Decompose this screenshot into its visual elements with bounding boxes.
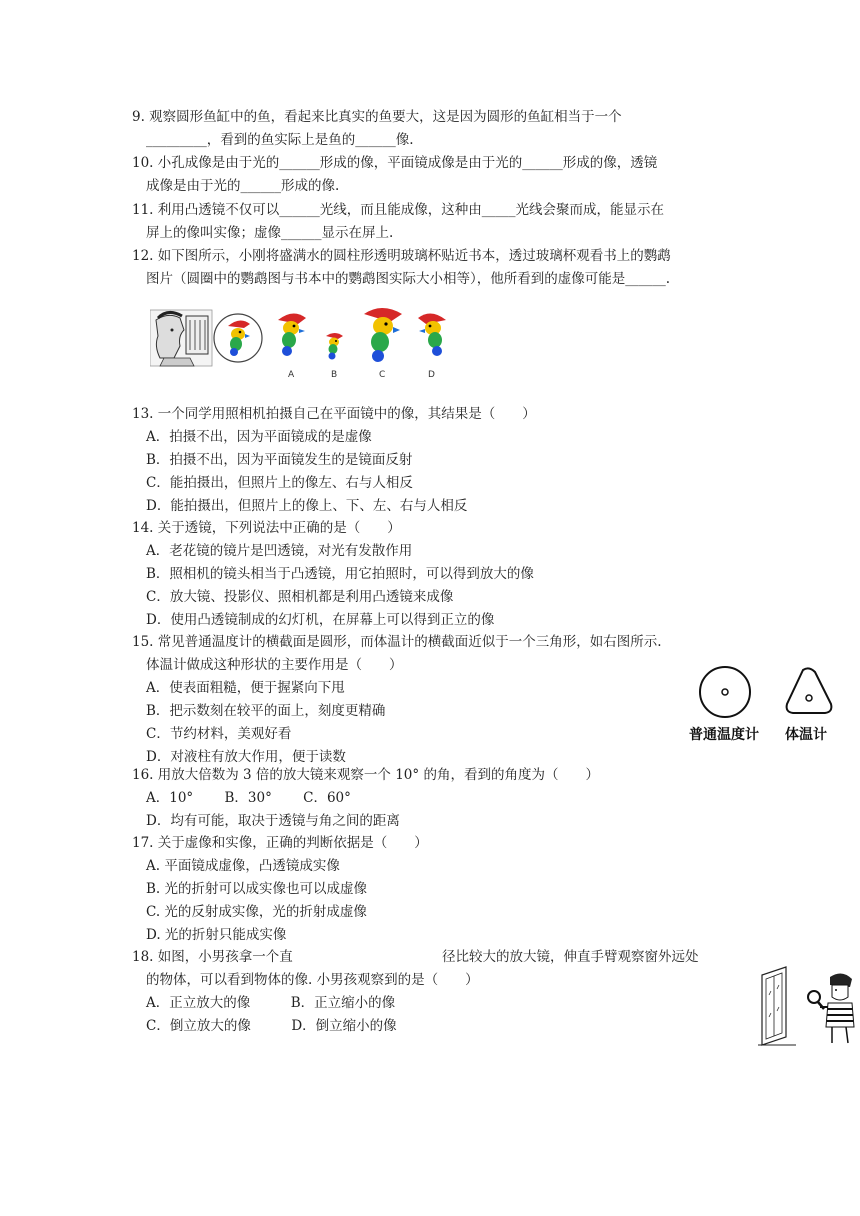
q14-stem: 14. 关于透镜，下列说法中正确的是（ ） — [132, 520, 401, 536]
q18-line1-part2: 径比较大的放大镜，伸直手臂观察窗外远处 — [442, 949, 699, 965]
q17-option-c: C. 光的反射成实像，光的折射成虚像 — [146, 904, 367, 920]
q13-option-d: D．能拍摄出，但照片上的像上、下、左、右与人相反 — [146, 498, 468, 514]
parrot-option-c — [364, 308, 402, 362]
q12-line2: 图片（圆圈中的鹦鹉图与书本中的鹦鹉图实际大小相等），他所看到的虚像可能是______. — [146, 271, 671, 287]
clinical-thermometer-triangle — [787, 668, 832, 713]
q16-option-d: D．均有可能，取决于透镜与角之间的距离 — [146, 813, 400, 829]
q11-line2: 屏上的像叫实像；虚像______显示在屏上. — [146, 225, 394, 241]
q16-options-abc: A．10° B．30° C．60° — [146, 790, 351, 806]
parrot-label-b: B — [331, 370, 338, 380]
q17-option-b: B. 光的折射可以成实像也可以成虚像 — [146, 881, 368, 897]
q15-option-d: D．对液柱有放大作用，便于读数 — [146, 749, 346, 765]
ordinary-thermometer-caption: 普通温度计 — [689, 727, 759, 743]
q14-option-b: B．照相机的镜头相当于凸透镜，用它拍照时，可以得到放大的像 — [146, 566, 534, 582]
q13-option-c: C．能拍摄出，但照片上的像左、右与人相反 — [146, 475, 413, 491]
parrot-figure — [150, 306, 460, 386]
circled-parrot-original — [214, 314, 262, 362]
q9-line2: _________，看到的鱼实际上是鱼的______像. — [146, 132, 414, 148]
ordinary-thermometer-circle — [700, 667, 750, 717]
parrot-option-d — [418, 313, 446, 356]
q10-line1: 10. 小孔成像是由于光的______形成的像，平面镜成像是由于光的______形成的像，透镜 — [132, 155, 658, 171]
boy-reading-illustration — [150, 310, 212, 366]
q17-stem: 17. 关于虚像和实像，正确的判断依据是（ ） — [132, 835, 428, 851]
window-illustration — [758, 967, 796, 1045]
q18-line1-part1: 18. 如图，小男孩拿一个直 — [132, 949, 293, 965]
boy-illustration — [820, 973, 854, 1043]
q13-stem: 13. 一个同学用照相机拍摄自己在平面镜中的像，其结果是（ ） — [132, 406, 536, 422]
q10-line2: 成像是由于光的______形成的像. — [146, 178, 340, 194]
q15-line1: 15. 常见普通温度计的横截面是圆形，而体温计的横截面近似于一个三角形，如右图所示. — [132, 634, 662, 650]
q17-option-a: A. 平面镜成虚像，凸透镜成实像 — [146, 858, 340, 874]
thermometer-figure-svg — [695, 664, 840, 720]
boy-magnifier-svg — [756, 965, 856, 1047]
q18-options-cd: C．倒立放大的像 D．倒立缩小的像 — [146, 1018, 397, 1034]
q14-option-c: C．放大镜、投影仪、照相机都是利用凸透镜来成像 — [146, 589, 454, 605]
parrot-option-b — [326, 333, 343, 360]
q14-option-a: A．老花镜的镜片是凹透镜，对光有发散作用 — [146, 543, 413, 559]
q11-line1: 11. 利用凸透镜不仅可以______光线，而且能成像，这种由_____光线会聚而成，能显示在 — [132, 202, 665, 218]
q13-option-a: A．拍摄不出，因为平面镜成的是虚像 — [146, 429, 372, 445]
q15-line2: 体温计做成这种形状的主要作用是（ ） — [146, 657, 403, 673]
parrot-figure-svg — [150, 306, 460, 386]
thermometer-cross-section-figure — [689, 664, 840, 746]
q15-option-b: B．把示数刻在较平的面上，刻度更精确 — [146, 703, 386, 719]
q18-options-ab: A．正立放大的像 B．正立缩小的像 — [146, 995, 396, 1011]
q15-option-a: A．使表面粗糙，便于握紧向下甩 — [146, 680, 345, 696]
q9-line1: 9. 观察圆形鱼缸中的鱼，看起来比真实的鱼要大，这是因为圆形的鱼缸相当于一个 — [132, 109, 622, 125]
parrot-label-a: A — [288, 370, 295, 380]
q12-line1: 12. 如下图所示，小刚将盛满水的圆柱形透明玻璃杯贴近书本，透过玻璃杯观看书上的鹦鹉 — [132, 248, 671, 264]
parrot-option-a — [278, 313, 306, 356]
q16-stem: 16. 用放大倍数为 3 倍的放大镜来观察一个 10° 的角，看到的角度为（ ） — [132, 767, 599, 783]
parrot-label-d: D — [428, 370, 435, 380]
q15-option-c: C．节约材料，美观好看 — [146, 726, 292, 742]
boy-magnifier-figure — [756, 965, 856, 1047]
clinical-thermometer-caption: 体温计 — [785, 727, 827, 743]
q14-option-d: D．使用凸透镜制成的幻灯机，在屏幕上可以得到正立的像 — [146, 612, 495, 628]
q18-line2: 的物体，可以看到物体的像. 小男孩观察到的是（ ） — [146, 972, 479, 988]
q17-option-d: D. 光的折射只能成实像 — [146, 927, 287, 943]
parrot-label-c: C — [379, 370, 386, 380]
q13-option-b: B．拍摄不出，因为平面镜发生的是镜面反射 — [146, 452, 413, 468]
